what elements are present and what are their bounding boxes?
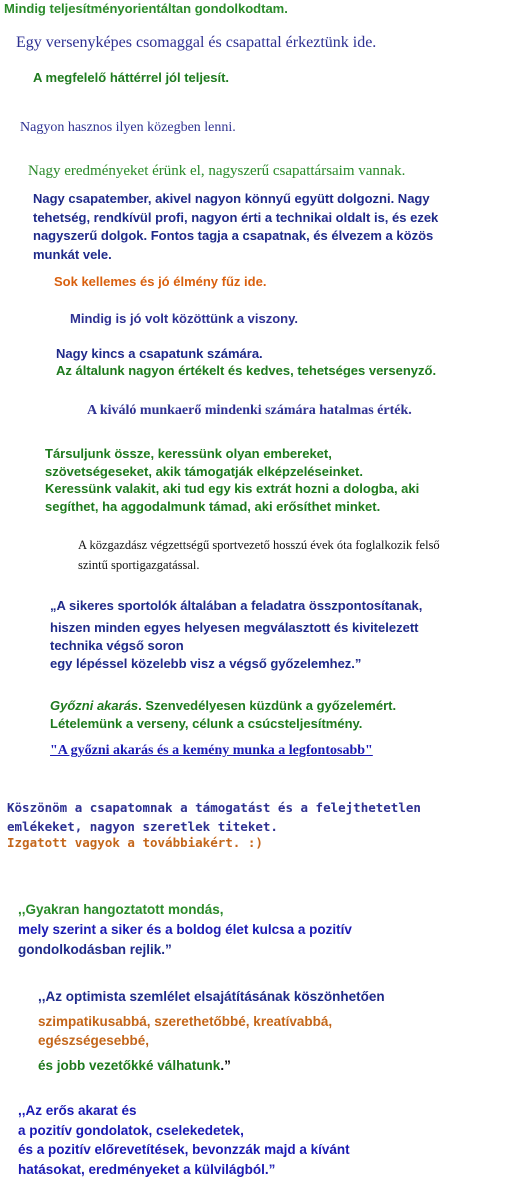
text-line: ,,Az optimista szemlélet elsajátításának köszönhetően [38,989,385,1004]
quote-good-relationship: Mindig is jó volt közöttünk a viszony. [70,311,298,326]
quote-strong-will [18,1101,350,1179]
text-line: munkát vele. [33,246,112,262]
quote-successful-athletes [50,597,422,673]
text-line: A közgazdász végzettségű sportvezető hosszú évek óta foglalkozik felső [78,538,440,552]
text-line: hiszen minden egyes helyesen megválasztott és kivitelezett [50,620,419,635]
quote-positive-thinking [18,900,352,960]
quote-thanks-team [7,798,421,836]
text-line: Köszönöm a csapatomnak a támogatást és a felejthetetlen [7,800,421,815]
text-line: Lételemünk a verseny, célunk a csúcsteljesítmény. [50,716,363,731]
quote-excellent-workforce: A kiváló munkaerő mindenki számára hatalmas érték. [87,403,412,418]
quote-excited: Izgatott vagyok a továbbiakért. :) [7,835,263,850]
text-line: és a pozitív előrevetítések, bevonzzák majd a kívánt [18,1142,350,1157]
text-line: „A sikeres sportolók általában a feladatra összpontosítanak, [50,598,423,613]
text-line [38,1056,385,1075]
quote-useful-environment: Nagyon hasznos ilyen közegben lenni. [20,120,236,135]
quote-will-to-win [50,697,396,733]
quote-optimism [38,987,385,1075]
text-line: emlékeket, nagyon szeretlek titeket. [7,819,278,834]
quote-competitive-package: Egy versenyképes csomaggal és csapattal érkeztünk ide. [16,34,377,51]
quote-hard-work-link[interactable]: "A győzni akarás és a kemény munka a legfontosabb" [50,743,373,758]
text-span: és jobb vezetőkké válhatunk [38,1058,221,1073]
quote-great-results: Nagy eredményeket érünk el, nagyszerű csapattársaim vannak. [28,163,406,179]
text-line: segíthet, ha aggodalmunk támad, aki erősíthet minket. [45,498,381,514]
emphasis-text: Győzni akarás [50,698,139,713]
text-line: gondolkodásban rejlik.” [18,942,172,957]
quote-allies [45,445,419,515]
text-line: Keressünk valakit, aki tud egy kis extrát hozni a dologba, aki [45,481,420,496]
text-line: tehetség, rendkívül profi, nagyon érti a technikai oldalt is, és ezek [33,209,439,225]
text-line: hatásokat, eredményeket a külvilágból.” [18,1161,276,1177]
text-line: egészségesebbé, [38,1033,150,1048]
text-line: Nagy kincs a csapatunk számára. [56,346,263,361]
text-line: technika végső soron [50,638,184,653]
text-line: egy lépéssel közelebb visz a végső győzelemhez.” [50,656,362,671]
text-line: Az általunk nagyon értékelt és kedves, tehetséges versenyző. [56,363,437,378]
text-line: Nagy csapatember, akivel nagyon könnyű együtt dolgozni. Nagy [33,191,430,206]
quote-team-treasure [56,345,436,379]
text-span: .” [220,1058,231,1073]
quote-team-player [33,190,438,264]
text-line: Társuljunk össze, keressünk olyan embereket, [45,446,332,461]
text-line: nagyszerű dolgok. Fontos tagja a csapatnak, és élvezem a közös [33,228,434,243]
text-line: szimpatikusabbá, szerethetőbbé, kreatívabbá, [38,1014,333,1029]
text-line [50,697,396,715]
text-line: ,,Gyakran hangoztatott mondás, [18,902,224,917]
quote-performance: Mindig teljesítményorientáltan gondolkodtam. [4,1,288,16]
quote-background: A megfelelő háttérrel jól teljesít. [33,70,230,85]
quote-sports-executive [78,535,440,575]
text-line: mely szerint a siker és a boldog élet kulcsa a pozitív [18,922,352,937]
text-line: a pozitív gondolatok, cselekedetek, [18,1122,244,1138]
text-line: szövetségeseket, akik támogatják elképzeléseinket. [45,463,363,479]
text-line: ,,Az erős akarat és [18,1103,137,1118]
quote-pleasant-memories: Sok kellemes és jó élmény fűz ide. [54,274,267,289]
text-line: szintű sportigazgatással. [78,558,200,572]
text-span: . Szenvedélyesen küzdünk a győzelemért. [138,698,397,713]
